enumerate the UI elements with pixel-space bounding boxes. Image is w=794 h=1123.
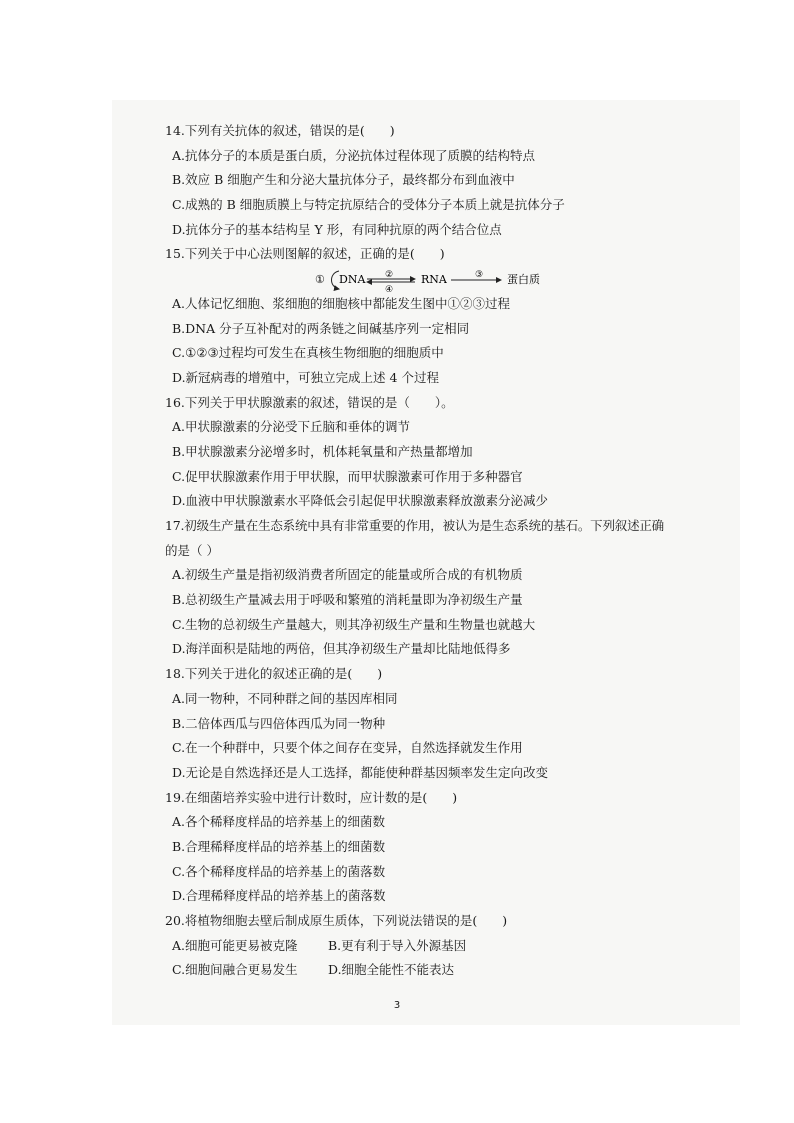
question-17-option-a: A.初级生产量是指初级消费者所固定的能量或所合成的有机物质 — [172, 567, 523, 583]
process-2-label: ② — [385, 270, 394, 281]
question-19-option-d: D.合理稀释度样品的培养基上的菌落数 — [172, 888, 386, 904]
question-18-option-d: D.无论是自然选择还是人工选择，都能使种群基因频率发生定向改变 — [172, 764, 549, 780]
question-16-option-d: D.血液中甲状腺激素水平降低会引起促甲状腺激素释放激素分泌减少 — [172, 493, 549, 509]
question-17-option-b: B.总初级生产量减去用于呼吸和繁殖的消耗量即为净初级生产量 — [172, 592, 523, 608]
question-18-stem: 18.下列关于进化的叙述正确的是( ) — [165, 666, 383, 682]
question-20-option-a: A.细胞可能更易被克隆 — [172, 937, 298, 953]
question-14-option-d: D.抗体分子的基本结构呈 Y 形，有同种抗原的两个结合位点 — [172, 221, 502, 237]
question-17-option-c: C.生物的总初级生产量越大，则其净初级生产量和生物量也就越大 — [172, 616, 536, 632]
question-19-option-b: B.合理稀释度样品的培养基上的细菌数 — [172, 838, 386, 854]
question-19-option-c: C.各个稀释度样品的培养基上的菌落数 — [172, 863, 386, 879]
question-14-stem: 14.下列有关抗体的叙述，错误的是( ) — [165, 123, 395, 138]
question-15-stem: 15.下列关于中心法则图解的叙述，正确的是( ) — [165, 246, 445, 262]
question-14-option-b: B.效应 B 细胞产生和分泌大量抗体分子，最终都分布到血液中 — [172, 172, 515, 188]
question-16-stem: 16.下列关于甲状腺激素的叙述，错误的是（ ）。 — [165, 394, 454, 410]
question-16-option-c: C.促甲状腺激素作用于甲状腺，而甲状腺激素可作用于多种器官 — [172, 468, 523, 484]
question-15-option-c: C.①②③过程均可发生在真核生物细胞的细胞质中 — [172, 345, 444, 361]
question-20-option-c: C.细胞间融合更易发生 — [172, 962, 298, 978]
central-dogma-diagram — [165, 267, 635, 292]
question-15-option-b: B.DNA 分子互补配对的两条链之间碱基序列一定相同 — [172, 320, 470, 336]
question-18-option-c: C.在一个种群中，只要个体之间存在变异，自然选择就发生作用 — [172, 740, 523, 756]
question-19-option-a: A.各个稀释度样品的培养基上的细菌数 — [172, 814, 386, 830]
protein-label: 蛋白质 — [507, 273, 540, 287]
question-list — [165, 119, 664, 983]
page-number: 3 — [393, 1000, 401, 1011]
question-14-option-a: A.抗体分子的本质是蛋白质，分泌抗体过程体现了质膜的结构特点 — [172, 147, 536, 163]
question-20-option-d: D.细胞全能性不能表达 — [328, 962, 455, 978]
question-20-stem: 20.将植物细胞去壁后制成原生质体，下列说法错误的是( ) — [165, 913, 508, 928]
question-16-option-a: A.甲状腺激素的分泌受下丘脑和垂体的调节 — [172, 419, 411, 435]
question-17-stem-line2: 的是（ ） — [165, 542, 219, 558]
central-dogma-figure — [315, 267, 555, 292]
question-17-option-d: D.海洋面积是陆地的两倍，但其净初级生产量却比陆地低得多 — [172, 641, 511, 657]
question-18-option-b: B.二倍体西瓜与四倍体西瓜为同一物种 — [172, 715, 386, 731]
question-15-option-d: D.新冠病毒的增殖中，可独立完成上述 4 个过程 — [172, 369, 439, 385]
dna-label: DNA — [339, 273, 366, 287]
replication-loop-arrow — [332, 271, 340, 289]
process-4-label: ④ — [385, 285, 394, 293]
question-14-option-c: C.成熟的 B 细胞质膜上与特定抗原结合的受体分子本质上就是抗体分子 — [172, 197, 565, 213]
question-15-option-a: A.人体记忆细胞、浆细胞的细胞核中都能发生图中①②③过程 — [172, 295, 511, 311]
process-3-label: ③ — [475, 270, 484, 281]
process-1-label: ① — [315, 273, 325, 287]
question-20-options-row-1 — [165, 934, 635, 959]
question-18-option-a: A.同一物种，不同种群之间的基因库相同 — [172, 690, 398, 706]
question-20-options-row-2 — [165, 958, 635, 983]
question-16-option-b: B.甲状腺激素分泌增多时，机体耗氧量和产热量都增加 — [172, 443, 473, 459]
question-20-option-b: B.更有利于导入外源基因 — [328, 937, 467, 953]
question-19-stem: 19.在细菌培养实验中进行计数时，应计数的是( ) — [165, 789, 458, 805]
question-17-stem-line1: 17.初级生产量在生态系统中具有非常重要的作用，被认为是生态系统的基石。下列叙述正确 — [165, 518, 664, 533]
rna-label: RNA — [421, 273, 447, 287]
